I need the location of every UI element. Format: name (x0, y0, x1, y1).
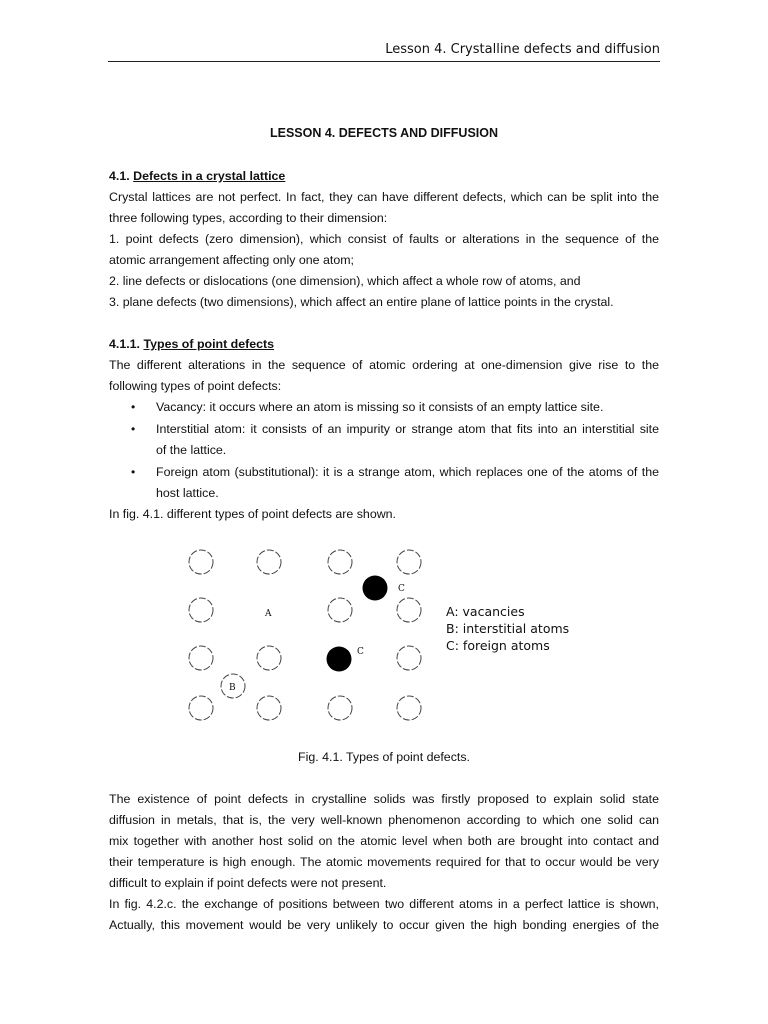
header-rule (108, 61, 660, 62)
text-line: atomic arrangement affecting only one atom; (109, 253, 354, 267)
legend-item-vacancies: A: vacancies (446, 604, 525, 619)
text-line: difficult to explain if point defects were not present. (109, 876, 387, 890)
lattice-atom (397, 550, 421, 574)
label-c: C (398, 584, 405, 594)
text-line: Crystal lattices are not perfect. In fact, they can have different defects, which can be split into the (109, 190, 659, 204)
text-line: mix together with another host solid on the atomic level when both are brought into contact and (109, 834, 659, 848)
list-item: Vacancy: it occurs where an atom is missing so it consists of an empty lattice site. (156, 400, 604, 414)
label-a: A (265, 609, 272, 619)
text-line: In fig. 4.2.c. the exchange of positions between two different atoms in a perfect lattice is shown, (109, 897, 659, 911)
text-line: 2. line defects or dislocations (one dimension), which affect a whole row of atoms, and (109, 274, 581, 288)
figure-caption: Fig. 4.1. Types of point defects. (298, 750, 470, 764)
section-title: Types of point defects (143, 337, 275, 351)
running-header: Lesson 4. Crystalline defects and diffusion (385, 42, 660, 57)
bullet-marker: • (131, 422, 136, 436)
text-line: three following types, according to their dimension: (109, 211, 388, 225)
section-4-1-1-heading (109, 334, 659, 355)
text-line: The existence of point defects in crystalline solids was firstly proposed to explain solid state (109, 792, 659, 806)
list-item: Interstitial atom: it consists of an impurity or strange atom that fits into an interstitial site (156, 422, 659, 436)
text-line: The different alterations in the sequence of atomic ordering at one-dimension give rise to the (109, 358, 659, 372)
text-line: following types of point defects: (109, 379, 282, 393)
lattice-atom (397, 598, 421, 622)
figure-reference: In fig. 4.1. different types of point defects are shown. (109, 507, 396, 521)
section-number: 4.1.1. (109, 337, 141, 351)
lattice-atom (189, 598, 213, 622)
lattice-atom (328, 550, 352, 574)
text-line: 1. point defects (zero dimension), which consist of faults or alterations in the sequence of the (109, 232, 659, 246)
lattice-atom (397, 646, 421, 670)
text-line: their temperature is high enough. The atomic movements required for that to occur would be very (109, 855, 659, 869)
figure-legend (446, 603, 626, 654)
text-line: diffusion in metals, that is, the very well-known phenomenon according to which one solid can (109, 813, 659, 827)
foreign-atom (327, 647, 352, 672)
list-item: Foreign atom (substitutional): it is a strange atom, which replaces one of the atoms of the (156, 465, 659, 479)
text-line: 3. plane defects (two dimensions), which affect an entire plane of lattice points in the crystal. (109, 295, 614, 309)
label-b: B (229, 683, 236, 693)
lattice-atom (257, 550, 281, 574)
bullet-marker: • (131, 465, 136, 479)
list-item-continuation: host lattice. (156, 486, 219, 500)
lattice-atom (397, 696, 421, 720)
lattice-atom (257, 696, 281, 720)
list-item-continuation: of the lattice. (156, 443, 227, 457)
lattice-atom (328, 696, 352, 720)
lattice-atom (189, 646, 213, 670)
section-number: 4.1. (109, 169, 130, 183)
lattice-atom (328, 598, 352, 622)
section-4-1-heading (109, 166, 659, 187)
lattice-atom (189, 550, 213, 574)
section-title: Defects in a crystal lattice (133, 169, 286, 183)
lesson-title: LESSON 4. DEFECTS AND DIFFUSION (269, 126, 499, 140)
bullet-marker: • (131, 400, 136, 414)
legend-item-interstitial: B: interstitial atoms (446, 621, 570, 636)
foreign-atom (363, 576, 388, 601)
text-line: Actually, this movement would be very unlikely to occur given the high bonding energies of the (109, 918, 659, 932)
lattice-atom (189, 696, 213, 720)
lattice-atom (257, 646, 281, 670)
label-c: C (357, 647, 364, 657)
legend-item-foreign: C: foreign atoms (446, 638, 550, 653)
